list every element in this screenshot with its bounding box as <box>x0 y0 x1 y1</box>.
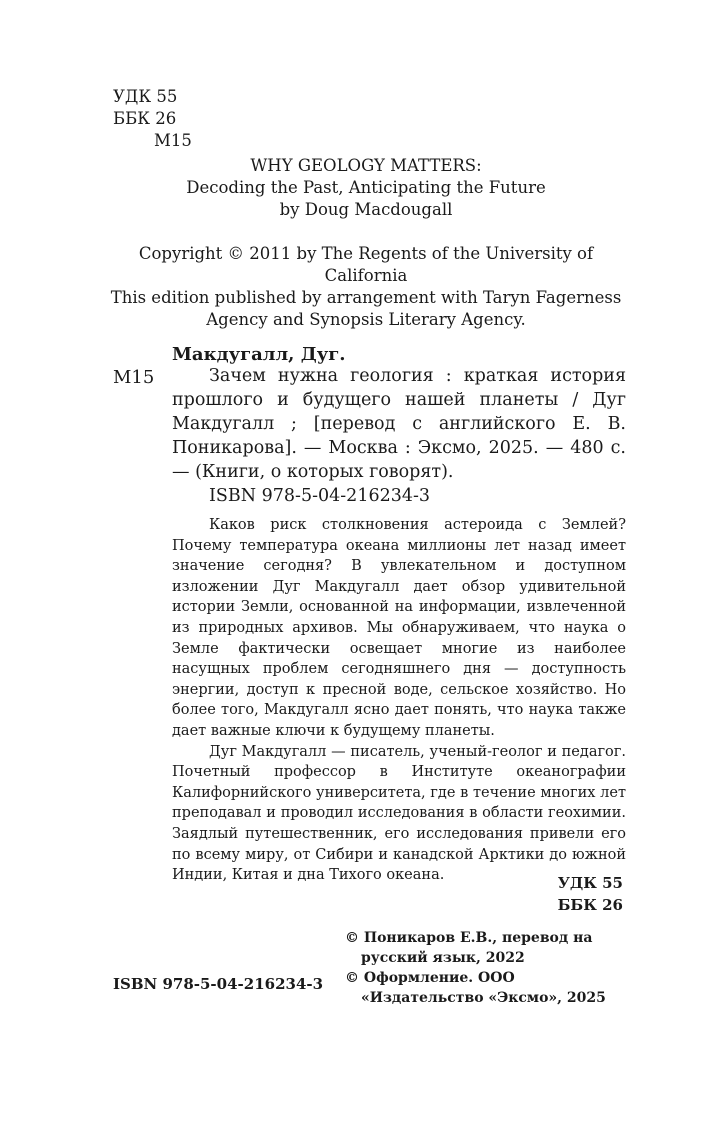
footer-udk: УДК 55 <box>557 874 623 892</box>
isbn: ISBN 978-5-04-216234-3 <box>209 486 431 506</box>
footer-bbk: ББК 26 <box>557 896 623 914</box>
author-bio-paragraph: Дуг Макдугалл — писатель, ученый-геолог и педагог. Почетный профессор в Институте океанографии Калифорнийского университета, где в течение многих лет преподавал и проводил исследования в области геохимии. Заядлый путешественник, его исследования привели его по всему миру, от Сибири и канадской Арктики до южной Индии, Китая и дна Тихого океана. <box>172 743 626 884</box>
original-subtitle: Decoding the Past, Anticipating the Future <box>186 178 546 197</box>
original-edition <box>100 155 632 221</box>
original-byline: by Doug Macdougall <box>279 200 453 219</box>
classification-codes <box>113 86 192 152</box>
annotation-paragraph: Каков риск столкновения астероида с Землей? Почему температура океана миллионы лет назад имеет значение сегодня? В увлекательном и доступном изложении Дуг Макдугалл дает обзор удивительной истории Земли, основанной на информации, извлеченной из природных архивов. Мы обнаруживаем, что наука о Земле фактически освещает многие из наиболее насущных проблем сегодняшнего дня — доступность энергии, доступ к пресной воде, сельское хозяйство. Но более того, Макдугалл ясно дает понять, что наука также дает важные ключи к будущему планеты. <box>172 517 626 739</box>
rights-notices <box>345 928 635 1008</box>
copyright-line-2: This edition published by arrangement with Taryn Fagerness <box>110 288 622 307</box>
translation-rights: © Поникаров Е.В., перевод на русский язык, 2022 <box>345 930 593 966</box>
bbk-code: ББК 26 <box>113 109 177 128</box>
footer-isbn: ISBN 978-5-04-216234-3 <box>113 975 324 993</box>
footer-classification <box>558 872 623 916</box>
udk-code: УДК 55 <box>113 87 178 106</box>
copyright-line-3: Agency and Synopsis Literary Agency. <box>206 310 526 329</box>
record-author-mark: М15 <box>113 367 155 388</box>
bibliographic-description: Зачем нужна геология : краткая история прошлого и будущего нашей планеты / Дуг Макдугалл ; [перевод с английского Е. В. Поникарова]. — Москва : Эксмо, 2025. — 480 с. — (Книги, о которых говорят). <box>172 366 626 482</box>
author-heading: Макдугалл, Дуг. <box>172 344 346 365</box>
original-title: WHY GEOLOGY MATTERS: <box>250 156 482 175</box>
annotation <box>172 515 626 886</box>
design-rights: © Оформление. ООО «Издательство «Эксмо», 2025 <box>345 970 606 1006</box>
copyright-notice <box>95 243 637 331</box>
author-mark: М15 <box>154 131 192 150</box>
copyright-line-1: Copyright © 2011 by The Regents of the University of California <box>138 244 594 285</box>
